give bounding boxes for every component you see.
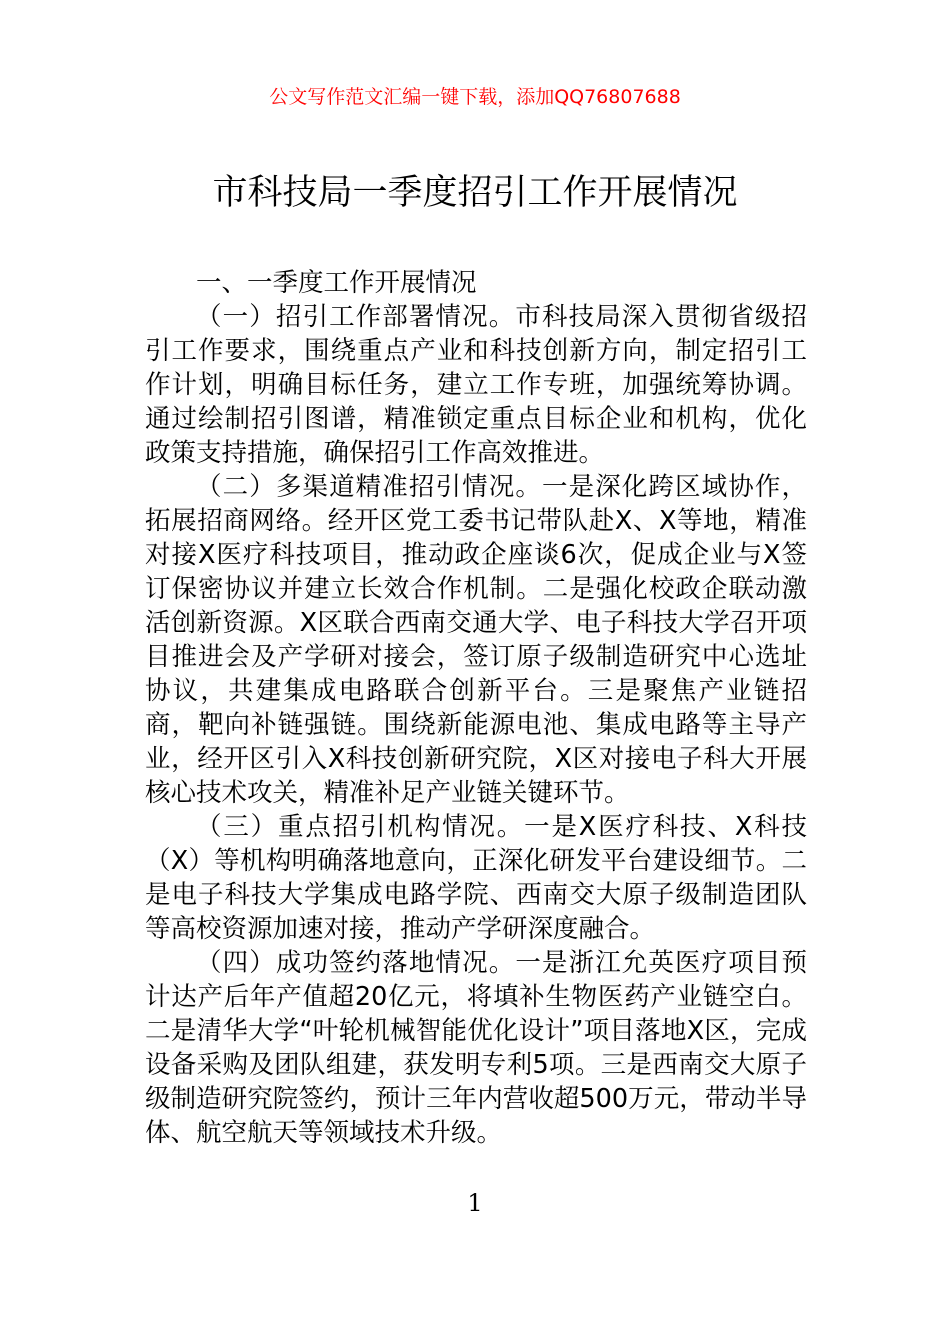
download-watermark: 公文写作范文汇编一键下载，添加QQ76807688	[269, 86, 681, 108]
document-body	[145, 266, 807, 1150]
document-title: 市科技局一季度招引工作开展情况	[212, 173, 738, 213]
page-number: 1	[467, 1189, 483, 1217]
paragraph-key-institutions: （三）重点招引机构情况。一是X医疗科技、X科技（X）等机构明确落地意向，正深化研发平台建设细节。二是电子科技大学集成电路学院、西南交大原子级制造团队等高校资源加速对接，推动产学研深度融合。	[145, 812, 807, 944]
paragraph-multichannel: （二）多渠道精准招引情况。一是深化跨区域协作，拓展招商网络。经开区党工委书记带队赴X、X等地，精准对接X医疗科技项目，推动政企座谈6次，促成企业与X签订保密协议并建立长效合作机制。二是强化校政企联动激活创新资源。X区联合西南交通大学、电子科技大学召开项目推进会及产学研对接会，签订原子级制造研究中心选址协议，共建集成电路联合创新平台。三是聚焦产业链招商，靶向补链强链。围绕新能源电池、集成电路等主导产业，经开区引入X科技创新研究院，X区对接电子科大开展核心技术攻关，精准补足产业链关键环节。	[145, 472, 807, 808]
paragraph-signed-projects: （四）成功签约落地情况。一是浙江允英医疗项目预计达产后年产值超20亿元，将填补生物医药产业链空白。二是清华大学“叶轮机械智能优化设计”项目落地X区，完成设备采购及团队组建，获发明专利5项。三是西南交大原子级制造研究院签约，预计三年内营收超500万元，带动半导体、航空航天等领域技术升级。	[145, 948, 807, 1148]
section-heading: 一、一季度工作开展情况	[196, 268, 477, 298]
paragraph-deployment: （一）招引工作部署情况。市科技局深入贯彻省级招引工作要求，围绕重点产业和科技创新方向，制定招引工作计划，明确目标任务，建立工作专班，加强统筹协调。通过绘制招引图谱，精准锁定重点目标企业和机构，优化政策支持措施，确保招引工作高效推进。	[145, 302, 807, 468]
